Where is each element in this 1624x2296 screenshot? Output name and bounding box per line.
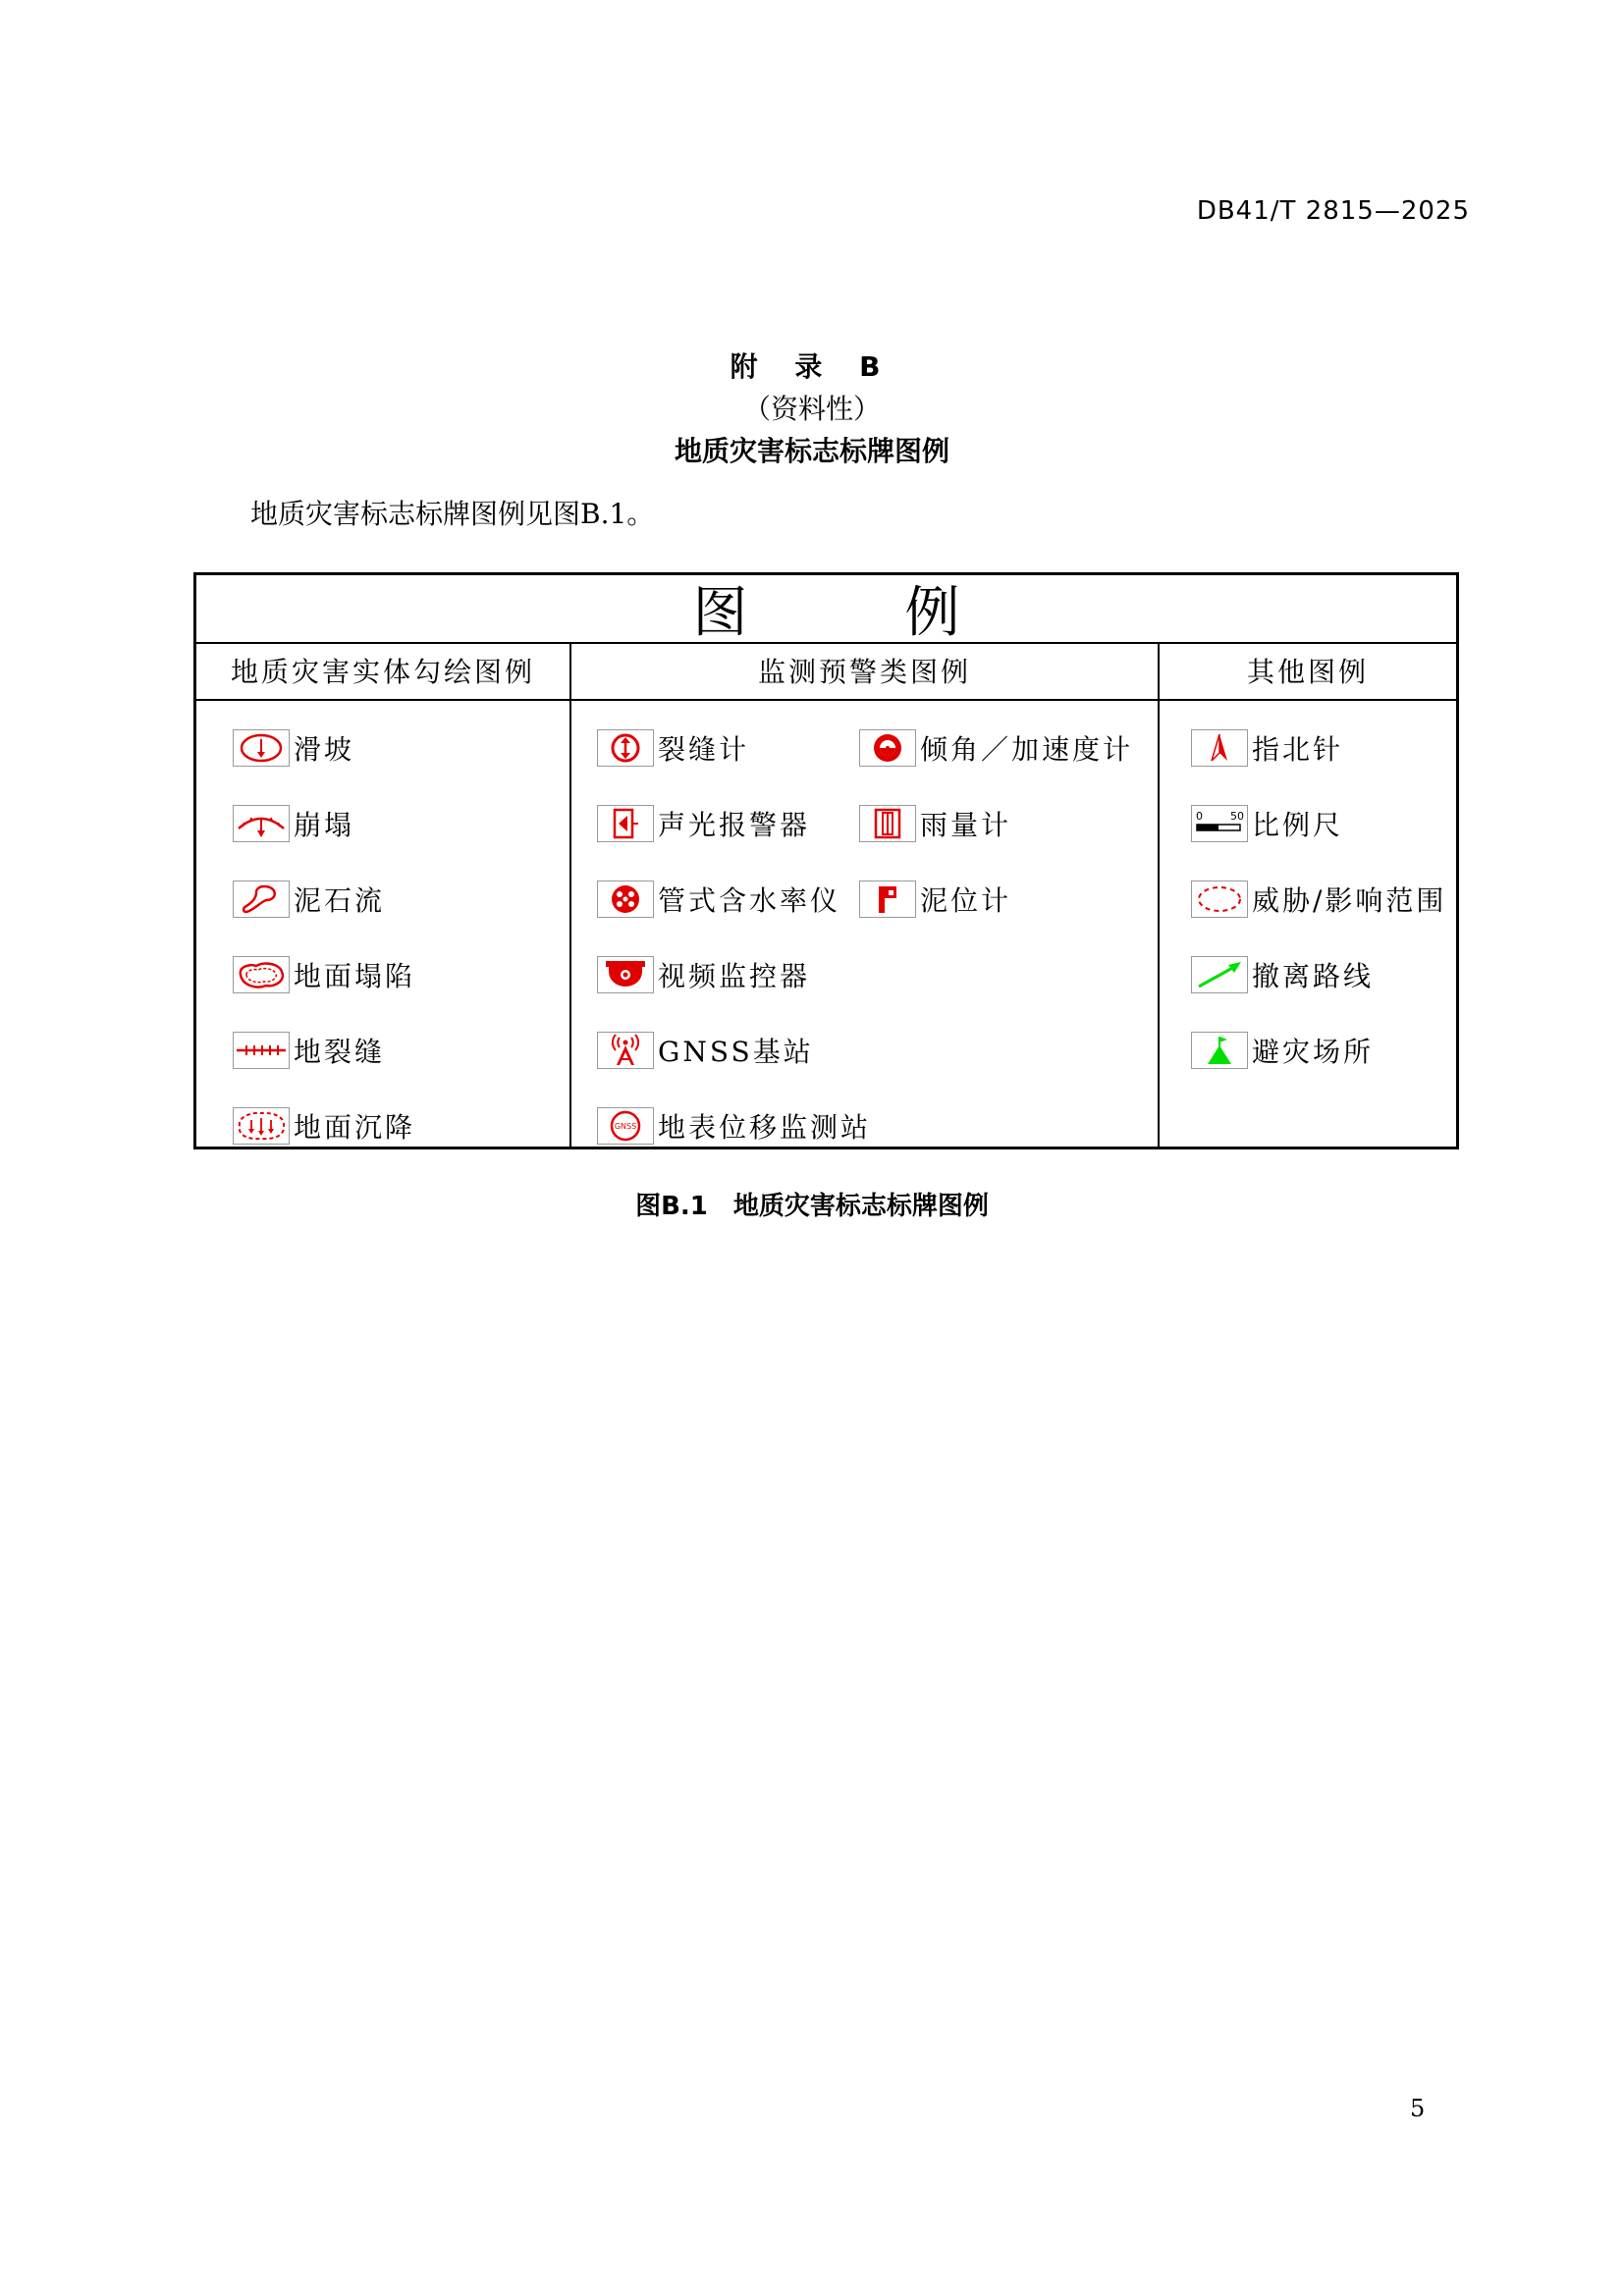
ground-collapse-icon: [233, 956, 290, 993]
col-divider-1: [569, 642, 571, 1147]
landslide-icon: [233, 729, 290, 767]
legend-item-evacuation-route: 撤离路线: [1191, 952, 1374, 997]
legend-item-alarm: 声光报警器: [597, 801, 810, 846]
col-head-monitor: 监测预警类图例: [571, 642, 1158, 701]
evacuation-route-icon: [1191, 956, 1248, 993]
standard-code: DB41/T 2815—2025: [1196, 196, 1470, 226]
legend-item-debris-flow: 泥石流: [233, 877, 385, 922]
svg-text:GNSS: GNSS: [614, 1122, 637, 1131]
mud-level-meter-icon: [859, 881, 916, 918]
intro-text: 地质灾害标志标牌图例见图B.1。: [250, 498, 655, 530]
legend-item-ground-collapse: 地面塌陷: [233, 952, 415, 997]
debris-flow-icon: [233, 881, 290, 918]
legend-item-shelter: 避灾场所: [1191, 1028, 1374, 1073]
legend-item-landslide: 滑坡: [233, 725, 354, 771]
legend-item-ground-subsidence: 地面沉降: [233, 1103, 415, 1148]
legend-table: [193, 572, 1459, 1149]
rain-gauge-icon: [859, 805, 916, 842]
legend-item-crack-meter: 裂缝计: [597, 725, 749, 771]
col-head-other: 其他图例: [1160, 642, 1456, 701]
crack-meter-icon: [597, 729, 654, 767]
north-arrow-icon: [1191, 729, 1248, 767]
inclinometer-icon: [859, 729, 916, 767]
alarm-icon: [597, 805, 654, 842]
col-head-entity: 地质灾害实体勾绘图例: [196, 642, 569, 701]
figure-caption: 图B.1 地质灾害标志标牌图例: [635, 1192, 989, 1221]
legend-item-moisture-meter: 管式含水率仪: [597, 877, 840, 922]
appendix-title: 附 录 B: [730, 350, 894, 383]
legend-item-mud-level-meter: 泥位计: [859, 877, 1011, 922]
shelter-icon: [1191, 1032, 1248, 1069]
page-number: 5: [1410, 2095, 1426, 2122]
displacement-station-icon: [597, 1107, 654, 1145]
gnss-station-icon: [597, 1032, 654, 1069]
legend-item-video-monitor: 视频监控器: [597, 952, 810, 997]
appendix-name: 地质灾害标志标牌图例: [674, 435, 949, 467]
svg-text:50: 50: [1230, 810, 1244, 823]
collapse-icon: [233, 805, 290, 842]
video-monitor-icon: [597, 956, 654, 993]
moisture-meter-icon: [597, 881, 654, 918]
legend-item-north-arrow: 指北针: [1191, 725, 1343, 771]
svg-text:0: 0: [1196, 810, 1203, 823]
col-divider-2: [1158, 642, 1160, 1147]
scale-bar-icon: [1191, 805, 1248, 842]
legend-title: 图例: [196, 575, 1456, 644]
ground-subsidence-icon: [233, 1107, 290, 1145]
legend-item-rain-gauge: 雨量计: [859, 801, 1011, 846]
ground-fissure-icon: [233, 1032, 290, 1069]
legend-item-ground-fissure: 地裂缝: [233, 1028, 385, 1073]
appendix-type: （资料性）: [742, 393, 881, 425]
threat-range-icon: [1191, 881, 1248, 918]
legend-item-inclinometer: 倾角／加速度计: [859, 725, 1133, 771]
legend-item-gnss-station: GNSS基站: [597, 1028, 814, 1073]
legend-item-collapse: 崩塌: [233, 801, 354, 846]
legend-item-scale-bar: 0 50 比例尺: [1191, 801, 1343, 846]
legend-item-threat-range: 威胁/影响范围: [1191, 877, 1446, 922]
legend-item-displacement-station: GNSS 地表位移监测站: [597, 1103, 871, 1148]
